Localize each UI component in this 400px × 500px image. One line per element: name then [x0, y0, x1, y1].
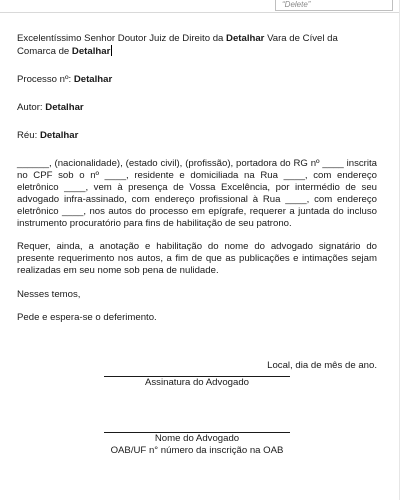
field-vara[interactable]: Detalhar — [226, 33, 265, 44]
address-middle: Vara de Cível da Comarca de — [17, 33, 338, 57]
text-caret — [111, 45, 112, 56]
lawyer-name: Nome do Advogado — [154, 433, 240, 444]
address-line — [17, 33, 377, 58]
paragraph-qualificacao: ______, (nacionalidade), (estado civil), (profissão), portadora do RG nº ____ inscrita no CPF sob o nº ____, residente e domiciliada na Rua ____, com endereço eletrônico ____, vem à presença de Vossa Excelência, por intermédio de seu advogado infra-assinado, com endereço profissional à Rua ____, com endereço eletrônico ____, nos autos do processo em epígrafe, requerer a juntada do incluso instrumento procuratório para fins de habilitação de seu patrono. — [17, 158, 377, 229]
processo-label: Processo nº: — [17, 74, 74, 85]
document-page — [17, 33, 377, 372]
processo-line — [17, 74, 377, 86]
closing-line-2: Pede e espera-se o deferimento. — [17, 312, 157, 323]
closing-line-1: Nesses temos, — [17, 289, 81, 300]
signature-block-1 — [104, 376, 290, 389]
delete-field[interactable]: “Delete” — [275, 0, 393, 11]
signature-label: Assinatura do Advogado — [144, 377, 249, 388]
field-reu[interactable]: Detalhar — [39, 130, 79, 141]
field-processo[interactable]: Detalhar — [73, 74, 113, 85]
field-autor[interactable]: Detalhar — [45, 102, 84, 113]
reu-line — [17, 130, 377, 142]
reu-label: Réu: — [17, 130, 40, 141]
paragraph-requerimento: Requer, ainda, a anotação e habilitação do nome do advogado signatário do presente requerimento nos autos, a fim de que as publicações e intimações sejam realizadas em seu nome sob pena de nulidade. — [17, 241, 377, 276]
address-prefix: Excelentíssimo Senhor Doutor Juiz de Direito da — [17, 33, 227, 44]
signature-block-2 — [104, 432, 290, 457]
delete-field-text: Delete — [284, 0, 308, 9]
lawyer-oab: OAB/UF n° número da inscrição na OAB — [110, 445, 284, 456]
field-comarca[interactable]: Detalhar — [71, 46, 111, 57]
autor-line — [17, 102, 377, 114]
autor-label: Autor: — [17, 102, 46, 113]
place-date: Local, dia de mês de ano. — [267, 360, 377, 371]
